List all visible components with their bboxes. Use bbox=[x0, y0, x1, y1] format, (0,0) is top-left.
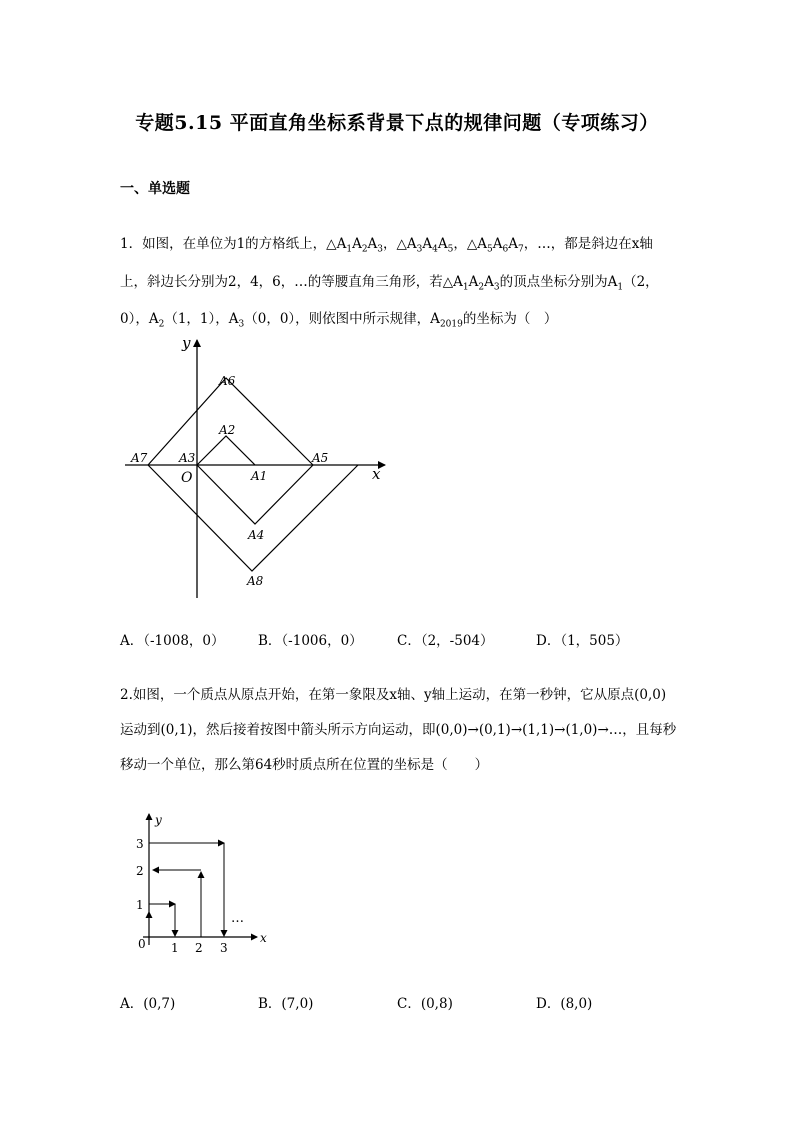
q2-y-tick-3: 3 bbox=[136, 837, 144, 851]
q2-line-1: 2.如图，一个质点从原点开始，在第一象限及x轴、y轴上运动，在第一秒钟，它从原点(0,0) bbox=[120, 687, 667, 703]
label-a8: A8 bbox=[247, 574, 264, 588]
triangle-a1a2a3 bbox=[197, 436, 255, 465]
triangle-a5a6a7 bbox=[148, 378, 313, 465]
question-1-text bbox=[120, 228, 680, 341]
q2-x-tick-1: 1 bbox=[171, 941, 179, 955]
q2-x-tick-3: 3 bbox=[220, 941, 228, 955]
page-title: 专题5.15 平面直角坐标系背景下点的规律问题（专项练习） bbox=[135, 112, 659, 134]
q2-label-y: y bbox=[155, 813, 162, 827]
q2-y-tick-1: 1 bbox=[136, 898, 144, 912]
label-a7: A7 bbox=[131, 451, 148, 465]
q1-label-y: y bbox=[182, 334, 191, 352]
label-a6: A6 bbox=[219, 374, 236, 388]
q1-line-3: 0），$A_2(1$，1），$A_3(0$，0），则依图中所示规律，$A_{2019}$的坐标为（ ） bbox=[120, 311, 558, 331]
q2-line-3: 移动一个单位，那么第64秒时质点所在位置的坐标是（ ） bbox=[120, 757, 489, 773]
q2-x-tick-2: 2 bbox=[195, 941, 203, 955]
q1-figure bbox=[115, 330, 405, 605]
label-a4: A4 bbox=[248, 528, 265, 542]
q2-option-b[interactable]: B．(7,0) bbox=[258, 996, 314, 1012]
q1-option-b[interactable]: B．（-1006，0） bbox=[258, 633, 363, 649]
question-2-text bbox=[120, 678, 680, 783]
q2-figure bbox=[128, 808, 278, 958]
q2-option-d[interactable]: D．(8,0) bbox=[536, 996, 593, 1012]
label-a3: A3 bbox=[179, 451, 196, 465]
q1-option-d[interactable]: D．（1，505） bbox=[536, 633, 629, 649]
q2-option-c[interactable]: C．(0,8) bbox=[397, 996, 453, 1012]
q2-line-2: 运动到(0,1)，然后接着按图中箭头所示方向运动，即(0,0)→(0,1)→(1,1)→(1,0)→…，且每秒 bbox=[120, 722, 677, 738]
q2-label-x: x bbox=[260, 931, 267, 945]
q2-option-a[interactable]: A．(0,7) bbox=[120, 996, 176, 1012]
q1-option-c[interactable]: C．（2，-504） bbox=[397, 633, 494, 649]
label-a2: A2 bbox=[219, 423, 236, 437]
q2-y-tick-2: 2 bbox=[136, 864, 144, 878]
q1-line-2: 上，斜边长分别为2，4，6，…的等腰直角三角形，若$\triangle A_1A_2A_3$的顶点坐标分别为$A_1(2$， bbox=[120, 273, 659, 293]
q1-label-x: x bbox=[372, 465, 381, 483]
q1-label-origin: O bbox=[181, 470, 193, 486]
section-heading: 一、单选题 bbox=[120, 181, 190, 197]
q2-ellipsis: … bbox=[231, 911, 244, 926]
q2-label-origin: 0 bbox=[138, 937, 146, 951]
label-a5: A5 bbox=[312, 451, 329, 465]
q1-option-a[interactable]: A．（-1008，0） bbox=[120, 633, 225, 649]
q1-line-1: 1．如图，在单位为1的方格纸上，$\triangle A_1A_2A_3$，$\triangle A_3A_4A_5$，$\triangle A_5A_6A_7$，…，都是斜边在x轴 bbox=[120, 236, 653, 255]
label-a1: A1 bbox=[251, 469, 268, 483]
